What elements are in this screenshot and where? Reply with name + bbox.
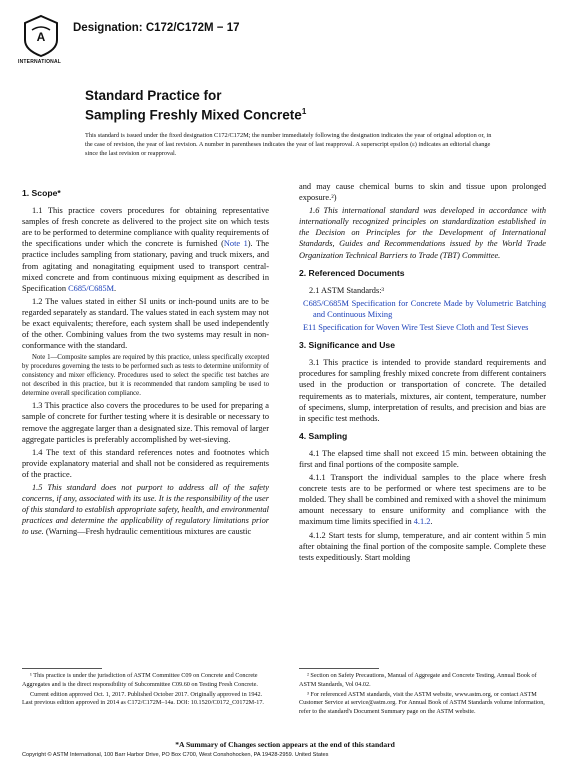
reference-c685[interactable]: C685/C685M Specification for Concrete Made by Volumetric Batching and Continuous Mixing — [303, 298, 546, 319]
section-heading-sampling: 4. Sampling — [299, 430, 348, 441]
footnote-divider-left — [22, 668, 102, 669]
paragraph-4-1-1: 4.1.1 Transport the individual samples to the place where fresh concrete tests are to be performed or where test specimens are to be molded. They shall be combined and remixed with a shovel the minimum amount necessary to ensure uniformity and compliance with the maximum time limits specified in 4.1.2. — [299, 473, 546, 527]
paragraph-2-1: 2.1 ASTM Standards:³ — [309, 285, 385, 295]
astm-logo — [22, 14, 60, 58]
title-main: Sampling Freshly Mixed Concrete — [85, 107, 302, 123]
reference-e11[interactable]: E11 Specification for Woven Wire Test Sieve Cloth and Test Sieves — [303, 323, 529, 333]
title-line-2 — [85, 104, 306, 124]
designation: Designation: C172/C172M − 17 — [73, 22, 240, 34]
note-1-link[interactable]: Note 1 — [223, 239, 248, 249]
section-4-1-2-link[interactable]: 4.1.2 — [413, 517, 431, 527]
footnote-2: ² Section on Safety Precautions, Manual of Aggregate and Concrete Testing, Annual Book of ASTM Standards, Vol 04.02. — [299, 672, 537, 688]
paragraph-3-1: 3.1 This practice is intended to provide standard requirements and procedures for sampling freshly mixed concrete from different containers used in the production or transportation of concrete. The detailed requirements as to materials, mixtures, air content, temperature, number of specimens, slump, interpretation of results, and precision and bias are in specific test methods. — [299, 358, 546, 423]
c685-link[interactable]: C685/C685M — [68, 283, 115, 293]
paragraph-1-5: 1.5 This standard does not purport to address all of the safety concerns, if any, associated with its use. It is the responsibility of the user of this standard to establish appropriate safety, health, and environmental practices and determine the applicability of regulatory limitations prior to use. (Warning—Fresh hydraulic cementitious mixtures are caustic — [22, 482, 269, 537]
paragraph-1-2: 1.2 The values stated in either SI units or inch-pound units are to be regarded separately as standard. The values stated in each system may not be exact equivalents; therefore, each system shall be used independently of the other. Combining values from the two systems may result in non-conformance with the standard. — [22, 296, 269, 351]
issue-note: This standard is issued under the fixed designation C172/C172M; the number immediately following the designation indicates the year of original adoption or, in the case of revision, the year of last revision. A number in parentheses indicates the year of last reapproval. A superscript epsilon (ε) indicates an editorial change since the last revision or reapproval. — [85, 132, 492, 158]
copyright: Copyright © ASTM International, 100 Barr Harbor Drive, PO Box C700, West Conshohocken, PA 19428-2959. United States — [22, 752, 329, 758]
paragraph-1-1: 1.1 This practice covers procedures for obtaining representative samples of fresh concrete as delivered to the project site on which tests are to be performed to determine compliance with quality requirements of the specifications under which the concrete is furnished (Note 1). The practice includes sampling from stationary, paving and truck mixers, and from agitating and nonagitating equipment used to transport central-mixed concrete and from continuous mixing equipment as described in Specification C685/C685M. — [22, 206, 269, 293]
section-heading-significance: 3. Significance and Use — [299, 340, 395, 351]
title-line-1: Standard Practice for — [85, 88, 222, 103]
paragraph-4-1: 4.1 The elapsed time shall not exceed 15 min. between obtaining the first and final portions of the composite sample. — [299, 448, 546, 469]
title-footnote-ref[interactable]: 1 — [301, 107, 307, 116]
paragraph-4-1-2: 4.1.2 Start tests for slump, temperature, and air content within 5 min after obtaining the final portion of the composite sample. Complete these tests expeditiously. Start molding — [299, 530, 546, 562]
footnotes-right — [299, 672, 546, 718]
footnote-1-edition: Current edition approved Oct. 1, 2017. Published October 2017. Originally approved in 1942. Last previous edition approved in 2014 as C172/C172M–14a. DOI: 10.1520/C0172_C0172M-17. — [22, 690, 264, 707]
section-heading-referenced-documents: 2. Referenced Documents — [299, 267, 405, 278]
footnote-divider-right — [299, 668, 379, 669]
right-column — [299, 181, 546, 565]
paragraph-1-4: 1.4 The text of this standard references notes and footnotes which provide explanatory material and shall not be considered as requirements of the practice. — [22, 447, 269, 479]
footnote-3: ³ For referenced ASTM standards, visit the ASTM website, www.astm.org, or contact ASTM Customer Service at service@astm.org. For Annual Book of ASTM Standards volume information, refer to the standard's Document Summary page on the ASTM website. — [299, 690, 545, 716]
logo-text: INTERNATIONAL — [18, 59, 62, 65]
paragraph-1-6: 1.6 This international standard was developed in accordance with internationally recognized principles on standardization established in the Decision on Principles for the Development of International Standards, Guides and Recommendations issued by the World Trade Organization Technical Barriers to Trade (TBT) Committee. — [299, 206, 546, 260]
paragraph-continued: and may cause chemical burns to skin and tissue upon prolonged exposure.²) — [299, 182, 546, 203]
document-title — [85, 88, 306, 124]
left-column — [22, 181, 269, 539]
note-1: Note 1—Composite samples are required by this practice, unless specifically excepted by procedures governing the tests to be performed such as tests to determine uniformity of consistency and mixer efficiency. Procedures used to select the specific test batches are not described in this practice, but it is recommended that random sampling be used to determine overall specification compliance. — [22, 354, 269, 398]
section-heading-scope: 1. Scope* — [22, 188, 61, 198]
paragraph-1-3: 1.3 This practice also covers the procedures to be used for preparing a sample of concrete for further testing where it is desirable or necessary to remove the aggregate larger than a designated size. This removal of larger aggregate particles is preferably accomplished by wet-sieving. — [22, 401, 269, 444]
summary-of-changes-note: *A Summary of Changes section appears at the end of this standard — [175, 740, 395, 749]
footnotes-left — [22, 672, 269, 709]
footnote-1: ¹ This practice is under the jurisdiction of ASTM Committee C09 on Concrete and Concrete Aggregates and is the direct responsibility of Subcommittee C09.60 on Testing Fresh Concrete. — [22, 672, 258, 688]
svg-text:A: A — [36, 30, 46, 44]
